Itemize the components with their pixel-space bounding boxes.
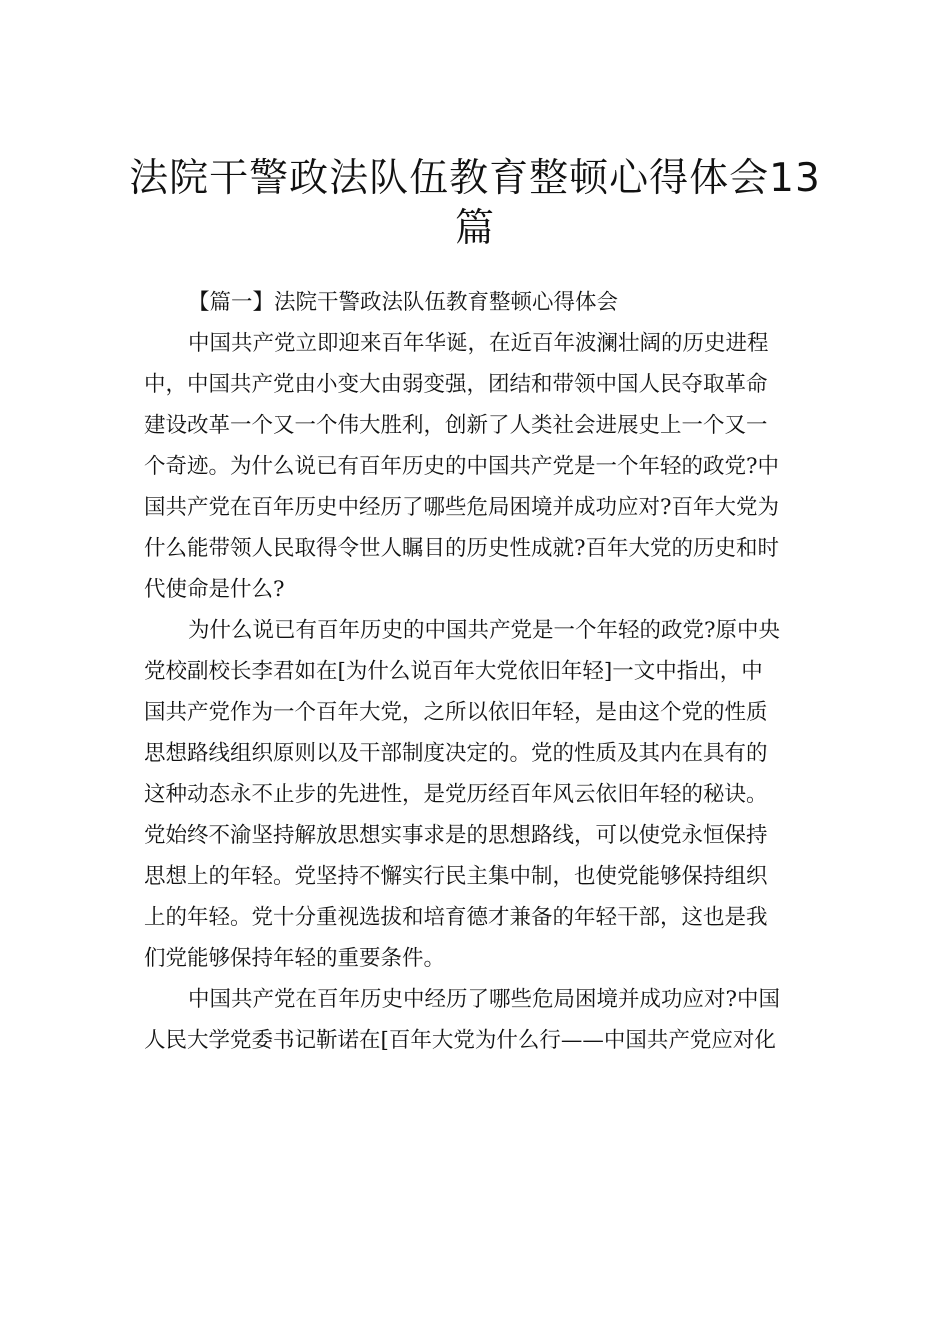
paragraph-line: 什么能带领人民取得令世人瞩目的历史性成就?百年大党的历史和时 — [144, 536, 780, 561]
paragraph-line: 中国共产党在百年历史中经历了哪些危局困境并成功应对?中国 — [188, 987, 781, 1012]
paragraph-line: 党始终不渝坚持解放思想实事求是的思想路线，可以使党永恒保持 — [144, 823, 768, 848]
paragraph-line: 人民大学党委书记靳诺在[百年大党为什么行——中国共产党应对化 — [144, 1028, 776, 1053]
title-line-1: 法院干警政法队伍教育整顿心得体会13 — [129, 156, 821, 202]
paragraph-line: 个奇迹。为什么说已有百年历史的中国共产党是一个年轻的政党?中 — [144, 454, 780, 479]
document-title — [0, 154, 950, 254]
paragraph-line: 建设改革一个又一个伟大胜利，创新了人类社会进展史上一个又一 — [144, 413, 768, 438]
document-body — [144, 282, 808, 1061]
paragraph-line: 们党能够保持年轻的重要条件。 — [144, 946, 446, 971]
section-heading: 【篇一】法院干警政法队伍教育整顿心得体会 — [188, 290, 619, 315]
paragraph-line: 为什么说已有百年历史的中国共产党是一个年轻的政党?原中央 — [188, 618, 781, 643]
paragraph-2 — [144, 610, 808, 979]
paragraph-line: 思想上的年轻。党坚持不懈实行民主集中制，也使党能够保持组织 — [144, 864, 768, 889]
paragraph-line: 党校副校长李君如在[为什么说百年大党依旧年轻]一文中指出，中 — [144, 659, 763, 684]
paragraph-1 — [144, 323, 808, 610]
title-line-2: 篇 — [454, 206, 495, 252]
paragraph-line: 这种动态永不止步的先进性，是党历经百年风云依旧年轻的秘诀。 — [144, 782, 768, 807]
paragraph-line: 国共产党在百年历史中经历了哪些危局困境并成功应对?百年大党为 — [144, 495, 780, 520]
paragraph-line: 国共产党作为一个百年大党，之所以依旧年轻，是由这个党的性质 — [144, 700, 768, 725]
paragraph-line: 中国共产党立即迎来百年华诞，在近百年波澜壮阔的历史进程 — [188, 331, 769, 356]
paragraph-line: 代使命是什么? — [144, 577, 285, 602]
paragraph-line: 中，中国共产党由小变大由弱变强，团结和带领中国人民夺取革命 — [144, 372, 768, 397]
paragraph-line: 思想路线组织原则以及干部制度决定的。党的性质及其内在具有的 — [144, 741, 768, 766]
paragraph-line: 上的年轻。党十分重视选拔和培育德才兼备的年轻干部，这也是我 — [144, 905, 768, 930]
paragraph-3 — [144, 979, 808, 1061]
